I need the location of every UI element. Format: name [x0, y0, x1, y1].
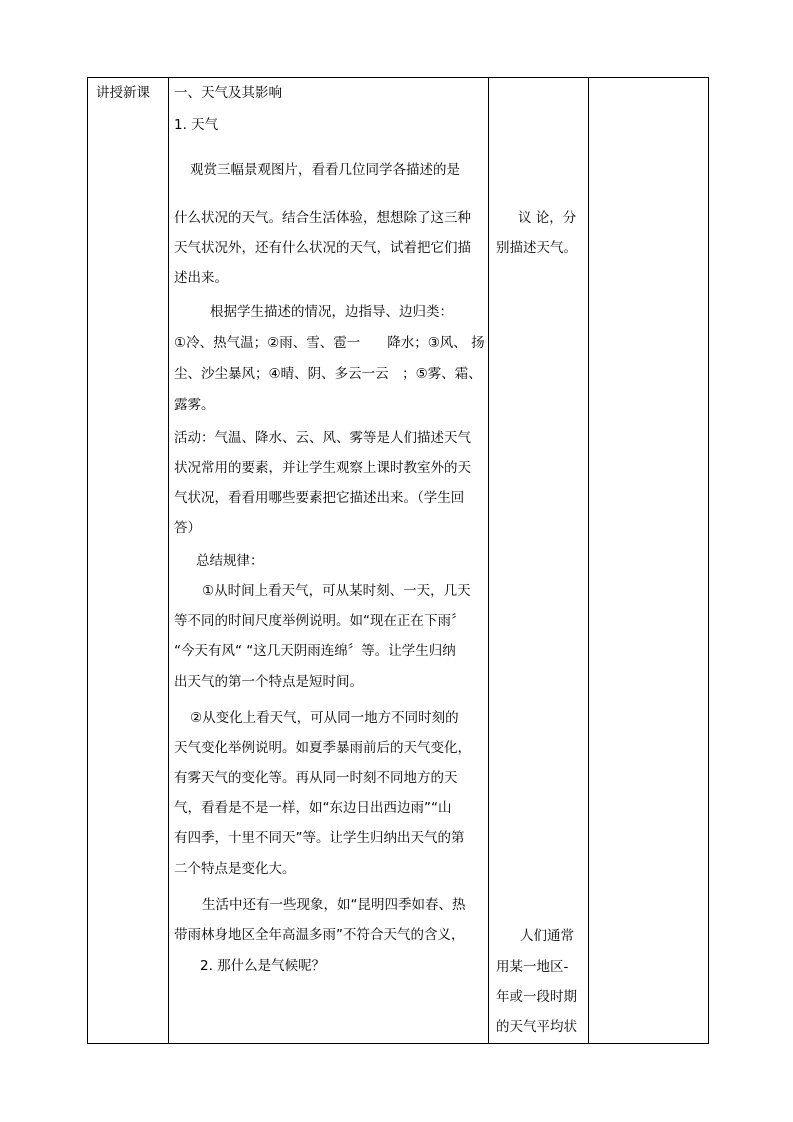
paragraph-line: 二个特点是变化大。	[174, 861, 296, 877]
paragraph-line: 根据学生描述的情况，边指导、边归类：	[210, 304, 453, 320]
student-activity-line: 议 论，分	[518, 210, 577, 226]
section-heading: 一、天气及其影响	[174, 85, 282, 101]
column-divider	[168, 78, 169, 1043]
student-activity-line: 用某一地区-	[496, 959, 569, 975]
subsection-heading: 1. 天气	[174, 117, 219, 133]
paragraph-line: 气，看看是不是一样，如“东边日出西边雨”“山	[174, 800, 452, 816]
column-divider	[488, 78, 489, 1043]
student-activity-line: 年或一段时期	[496, 989, 577, 1005]
paragraph-line: 天气状况外，还有什么状况的天气，试着把它们描	[174, 240, 471, 256]
paragraph-line: ②从变化上看天气，可从同一地方不同时刻的	[190, 710, 459, 726]
paragraph-line: 活动：气温、降水、云、风、雾等是人们描述天气	[174, 430, 471, 446]
paragraph-line: 答）	[174, 520, 201, 536]
paragraph-line: 生活中还有一些现象，如“昆明四季如春、热	[202, 897, 466, 913]
paragraph-line: 状况常用的要素，并让学生观察上课时教室外的天	[174, 460, 471, 476]
paragraph-line: ①从时间上看天气，可从某时刻、一天，几天	[202, 583, 471, 599]
paragraph-line: 出天气的第一个特点是短时间。	[174, 674, 363, 690]
paragraph-line: 等不同的时间尺度举例说明。如“现在正在下雨〞	[174, 613, 465, 629]
row-label: 讲授新课	[96, 85, 150, 101]
paragraph-line: 有四季，十里不同天”等。让学生归纳出天气的第	[174, 830, 465, 846]
student-activity-line: 的天气平均状	[496, 1019, 577, 1035]
student-activity-line: 别描述天气。	[496, 240, 577, 256]
paragraph-line: 带雨林身地区全年高温多雨”不符合天气的含义，	[174, 927, 465, 943]
paragraph-line: 尘、沙尘暴风；④晴、阴、多云一云 ；⑤雾、霜、	[174, 366, 482, 382]
paragraph-line: 气状况，看看用哪些要素把它描述出来。（学生回	[174, 490, 465, 506]
paragraph-line: 观赏三幅景观图片，看看几位同学各描述的是	[190, 162, 460, 178]
paragraph-line: ①冷、热气温；②雨、雪、雹一 降水；③风、 扬	[174, 335, 485, 351]
paragraph-line: 有雾天气的变化等。再从同一时刻不同地方的天	[174, 770, 458, 786]
column-divider	[588, 78, 589, 1043]
paragraph-line: 总结规律：	[196, 553, 264, 569]
paragraph-line: 天气变化举例说明。如夏季暴雨前后的天气变化，	[174, 740, 471, 756]
student-activity-line: 人们通常	[520, 928, 574, 944]
lesson-table	[87, 77, 709, 1044]
paragraph-line: “今天有风“ “这几天阴雨连绵〞等。让学生归纳	[174, 643, 456, 659]
paragraph-line: 2. 那什么是气候呢？	[200, 958, 326, 974]
paragraph-line: 露雾。	[174, 397, 215, 413]
paragraph-line: 什么状况的天气。结合生活体验，想想除了这三种	[174, 210, 471, 226]
paragraph-line: 述出来。	[174, 270, 228, 286]
